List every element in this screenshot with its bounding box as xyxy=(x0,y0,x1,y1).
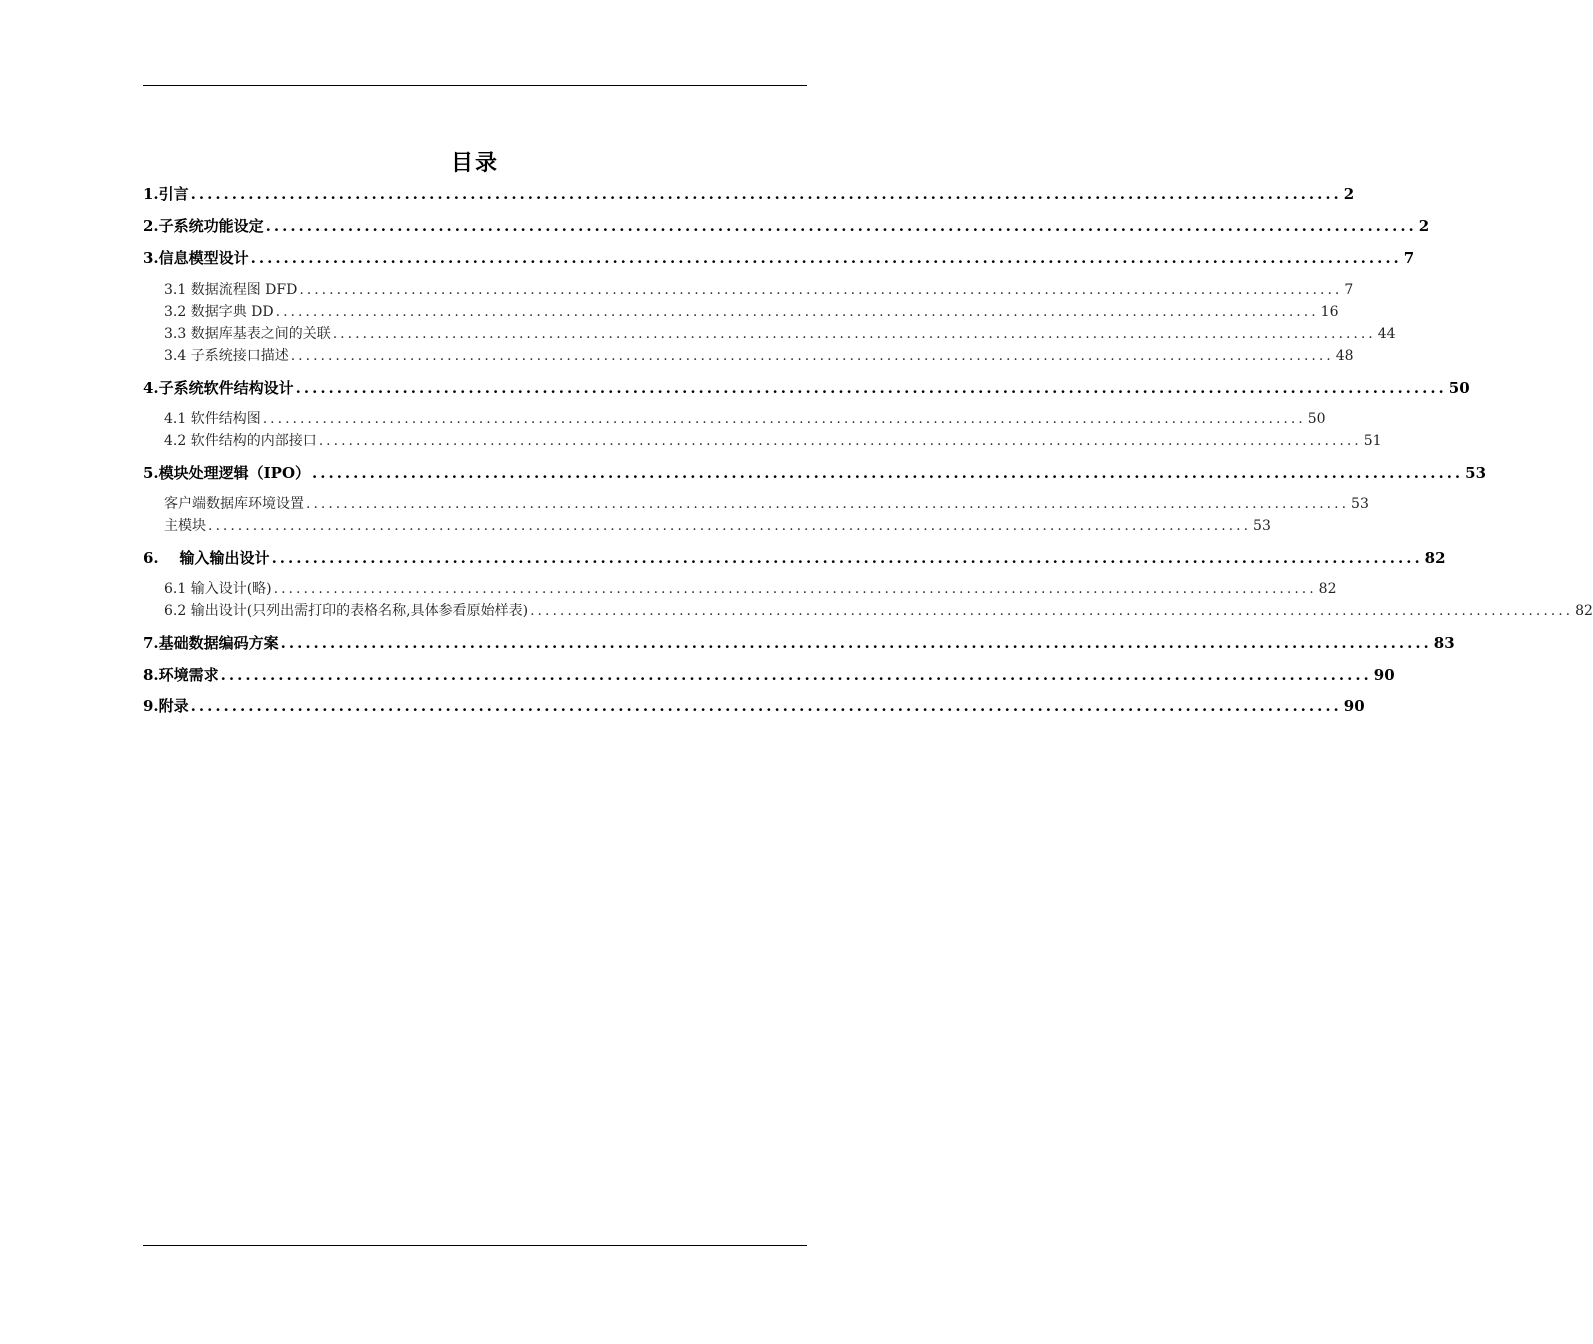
toc-entry-label: 7.基础数据编码方案 xyxy=(143,634,279,652)
toc-entry-page: 53 xyxy=(1351,496,1369,512)
dot-leader: ............................................................................................................................................ xyxy=(220,666,1372,684)
toc-entry[interactable] xyxy=(143,664,1395,686)
toc-entry-page: 44 xyxy=(1377,326,1396,342)
toc-entry-label: 4.子系统软件结构设计 xyxy=(143,379,294,397)
toc-entry-label: 5.模块处理逻辑（IPO） xyxy=(143,464,311,482)
toc-entry[interactable] xyxy=(143,247,1415,269)
toc-entry-label: 3.2 数据字典 DD xyxy=(164,304,274,320)
toc-subentry[interactable] xyxy=(164,431,1382,451)
toc-entry[interactable] xyxy=(143,183,1355,205)
toc-entry-label: 3.1 数据流程图 DFD xyxy=(164,282,298,298)
toc-entry-page: 50 xyxy=(1448,379,1470,397)
toc-entry[interactable] xyxy=(143,547,1446,569)
dot-leader: ............................................................................................................................................ xyxy=(265,217,1417,235)
toc-entry-label: 1.引言 xyxy=(143,185,189,203)
toc-subentry[interactable] xyxy=(164,579,1337,599)
dot-leader: ............................................................................................................................................ xyxy=(262,411,1306,427)
dot-leader: ............................................................................................................................................ xyxy=(280,634,1432,652)
toc-entry-page: 90 xyxy=(1343,697,1365,715)
dot-leader: ............................................................................................................................................ xyxy=(530,603,1574,619)
toc-subentry[interactable] xyxy=(164,516,1271,536)
toc-entry[interactable] xyxy=(143,695,1365,717)
dot-leader: ............................................................................................................................................ xyxy=(332,326,1376,342)
header-rule xyxy=(143,85,807,86)
dot-leader: ............................................................................................................................................ xyxy=(273,581,1317,597)
toc-entry[interactable] xyxy=(143,632,1455,654)
toc-subentry[interactable] xyxy=(164,601,1593,621)
toc-entry-page: 83 xyxy=(1433,634,1455,652)
dot-leader: ............................................................................................................................................ xyxy=(275,304,1319,320)
toc-entry-page: 53 xyxy=(1465,464,1487,482)
toc-entry-page: 48 xyxy=(1335,348,1354,364)
toc-entry-label: 6.2 输出设计(只列出需打印的表格名称,具体参看原始样表) xyxy=(164,603,529,619)
dot-leader: ............................................................................................................................................ xyxy=(250,249,1402,267)
toc-entry-label: 6.1 输入设计(略) xyxy=(164,581,272,597)
toc-entry-page: 16 xyxy=(1320,304,1339,320)
toc-subentry[interactable] xyxy=(164,280,1354,300)
toc-entry[interactable] xyxy=(143,215,1430,237)
toc-entry-label: 3.3 数据库基表之间的关联 xyxy=(164,326,331,342)
toc-entry[interactable] xyxy=(143,462,1487,484)
toc-entry-label: 3.信息模型设计 xyxy=(143,249,249,267)
toc-entry-page: 7 xyxy=(1403,249,1415,267)
toc-entry-page: 50 xyxy=(1307,411,1326,427)
toc-entry-label: 主模块 xyxy=(164,518,206,534)
toc-entry-page: 51 xyxy=(1363,433,1382,449)
dot-leader: ............................................................................................................................................ xyxy=(271,549,1423,567)
dot-leader: ............................................................................................................................................ xyxy=(299,282,1343,298)
toc-subentry[interactable] xyxy=(164,409,1326,429)
toc-entry-label: 8.环境需求 xyxy=(143,666,219,684)
toc-entry-label: 2.子系统功能设定 xyxy=(143,217,264,235)
toc-subentry[interactable] xyxy=(164,346,1354,366)
toc-entry-label: 9.附录 xyxy=(143,697,189,715)
dot-leader: ............................................................................................................................................ xyxy=(306,496,1350,512)
toc-entry-label: 4.2 软件结构的内部接口 xyxy=(164,433,317,449)
toc-entry-page: 7 xyxy=(1344,282,1354,298)
toc-subentry[interactable] xyxy=(164,302,1339,322)
page-title: 目录 xyxy=(450,150,499,176)
toc-entry-page: 82 xyxy=(1575,603,1593,619)
toc-entry-page: 82 xyxy=(1424,549,1446,567)
dot-leader: ............................................................................................................................................ xyxy=(312,464,1464,482)
toc-entry-page: 90 xyxy=(1373,666,1395,684)
toc-subentry[interactable] xyxy=(164,324,1396,344)
toc-subentry[interactable] xyxy=(164,494,1369,514)
toc-entry-page: 82 xyxy=(1318,581,1337,597)
footer-rule xyxy=(143,1245,807,1246)
dot-leader: ............................................................................................................................................ xyxy=(208,518,1252,534)
toc-entry-label: 6. 输入输出设计 xyxy=(143,549,270,567)
toc-entry[interactable] xyxy=(143,377,1470,399)
toc-entry-label: 4.1 软件结构图 xyxy=(164,411,261,427)
dot-leader: ............................................................................................................................................ xyxy=(290,348,1334,364)
toc-entry-label: 3.4 子系统接口描述 xyxy=(164,348,289,364)
toc-entry-label: 客户端数据库环境设置 xyxy=(164,496,304,512)
dot-leader: ............................................................................................................................................ xyxy=(190,697,1342,715)
toc-entry-page: 53 xyxy=(1253,518,1271,534)
toc-entry-page: 2 xyxy=(1343,185,1355,203)
toc-entry-page: 2 xyxy=(1418,217,1430,235)
dot-leader: ............................................................................................................................................ xyxy=(295,379,1447,397)
dot-leader: ............................................................................................................................................ xyxy=(318,433,1362,449)
dot-leader: ............................................................................................................................................ xyxy=(190,185,1342,203)
